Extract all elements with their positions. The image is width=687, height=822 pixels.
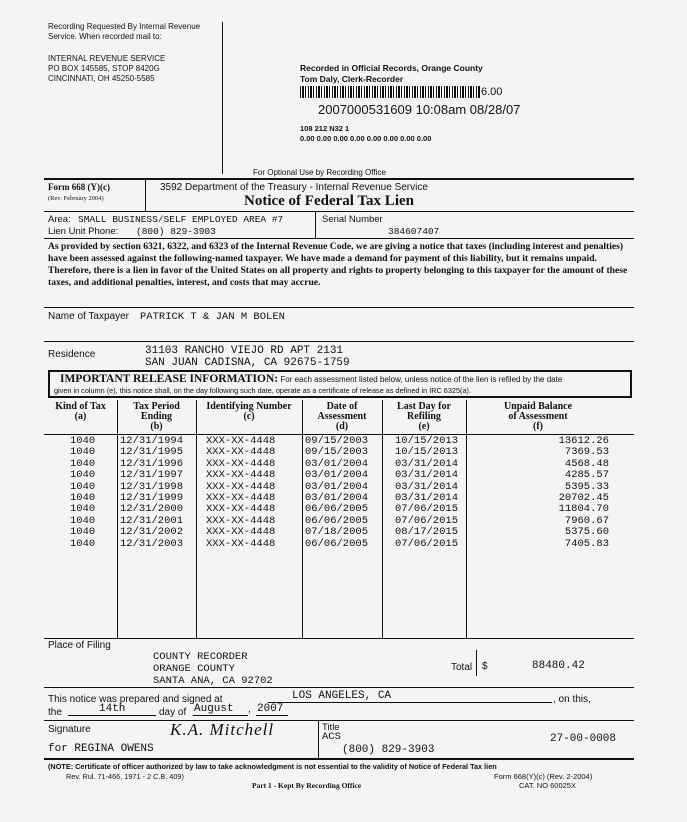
total-value: 88480.42 (532, 660, 585, 672)
prepared-day-of: day of (159, 707, 187, 718)
footer-cat-no: CAT. NO 60025X (519, 781, 576, 790)
officer-id: 27-00-0008 (550, 733, 617, 745)
cell-tax-period: 12/31/1998 (120, 480, 184, 493)
cell-tax-period: 12/31/2001 (120, 514, 184, 527)
cell-kind-of-tax: 1040 (70, 537, 96, 550)
table-row (0, 470, 687, 481)
cell-kind-of-tax: 1040 (70, 446, 96, 459)
cell-kind-of-tax: 1040 (70, 526, 96, 539)
footer-rev-rul: Rev. Rul. 71-466, 1971 - 2 C.B. 409) (66, 772, 184, 781)
residence-line1: 31103 RANCHO VIEJO RD APT 2131 (145, 345, 344, 357)
title-value: ACS (322, 731, 341, 743)
document-number: 2007000531609 10:08am 08/28/07 (318, 102, 521, 117)
department-line: 3592 Department of the Treasury - Internal Revenue Service (160, 182, 428, 193)
form-title: Notice of Federal Tax Lien (244, 193, 414, 209)
recording-amounts: 0.00 0.00 0.00 0.00 0.00 0.00 0.00 0.00 (300, 134, 432, 143)
rule-filing (44, 687, 634, 688)
place-underline (268, 702, 552, 703)
cell-kind-of-tax: 1040 (70, 469, 96, 482)
cell-unpaid-balance: 5395.33 (564, 480, 609, 493)
cell-unpaid-balance: 13612.26 (558, 435, 609, 447)
col-header-balance: Unpaid Balance of Assessment (f) (503, 401, 573, 432)
cell-tax-period: 12/31/2000 (120, 503, 184, 516)
cell-kind-of-tax: 1040 (70, 480, 96, 493)
cell-tax-period: 12/31/2002 (120, 526, 184, 539)
title-phone: (800) 829-3903 (342, 744, 435, 756)
total-divider (476, 650, 477, 676)
cell-refiling-date: 08/17/2015 (395, 526, 459, 539)
cell-assessment-date: 03/01/2004 (305, 492, 369, 504)
cell-refiling-date: 10/15/2013 (395, 435, 459, 447)
residence-line2: SAN JUAN CADISNA, CA 92675-1759 (145, 357, 350, 369)
prepared-month: August (194, 703, 234, 715)
filing-line1: COUNTY RECORDER (153, 651, 248, 663)
recording-fee: 6.00 (481, 86, 503, 98)
cell-identifying-number: XXX-XX-4448 (206, 435, 276, 447)
taxpayer-name-value: PATRICK T & JAN M BOLEN (140, 311, 285, 323)
col-header-kind: Kind of Tax (a) (55, 401, 106, 422)
prepared-day: 14th (99, 703, 126, 715)
serial-number-value: 384607407 (388, 226, 440, 237)
table-bottom-rule (44, 638, 634, 639)
residence-label: Residence (48, 349, 96, 360)
serial-divider (315, 211, 316, 238)
table-row (0, 527, 687, 538)
cell-identifying-number: XXX-XX-4448 (206, 492, 276, 504)
rule-serial (44, 238, 634, 239)
cell-tax-period: 12/31/1995 (120, 446, 184, 459)
cell-tax-period: 12/31/1996 (120, 457, 184, 470)
cell-refiling-date: 07/06/2015 (395, 537, 459, 550)
rule-name (44, 341, 634, 342)
total-currency: $ (482, 661, 488, 672)
cell-refiling-date: 03/31/2014 (395, 469, 459, 482)
footer-part: Part 1 - Kept By Recording Office (252, 781, 362, 790)
cell-kind-of-tax: 1040 (70, 435, 96, 447)
rule-prepared (44, 720, 634, 721)
area-label: Area: (48, 214, 71, 225)
signer-for-line: for REGINA OWENS (48, 743, 154, 755)
cell-assessment-date: 03/01/2004 (305, 457, 369, 470)
form-revision: (Rev. February 2004) (48, 195, 104, 202)
filing-line2: ORANGE COUNTY (153, 663, 235, 675)
cell-unpaid-balance: 4568.48 (564, 457, 609, 470)
recording-requested-text: Recording Requested By Internal Revenue Service. When recorded mail to: (48, 22, 201, 41)
year-underline (256, 715, 288, 716)
cell-unpaid-balance: 11804.70 (558, 503, 609, 516)
cell-identifying-number: XXX-XX-4448 (206, 526, 276, 539)
cell-identifying-number: XXX-XX-4448 (206, 503, 276, 516)
prepared-year: 2007 (257, 703, 284, 715)
rule-statement (44, 307, 634, 308)
cell-unpaid-balance: 7369.53 (564, 446, 609, 459)
signature-divider (318, 720, 319, 758)
area-value: SMALL BUSINESS/SELF EMPLOYED AREA #7 (78, 214, 284, 225)
mail-address-line2: CINCINNATI, OH 45250-5585 (48, 74, 155, 83)
cell-unpaid-balance: 5375.60 (564, 526, 609, 539)
cell-assessment-date: 07/18/2005 (305, 526, 369, 539)
form-divider (145, 180, 146, 211)
prepared-text-a: This notice was prepared and signed at (48, 694, 223, 705)
recorded-line1: Recorded in Official Records, Orange County (300, 63, 483, 73)
cell-refiling-date: 03/31/2014 (395, 457, 459, 470)
cell-refiling-date: 07/06/2015 (395, 514, 459, 527)
cell-assessment-date: 06/06/2005 (305, 503, 369, 516)
cell-assessment-date: 09/15/2003 (305, 435, 369, 447)
cell-identifying-number: XXX-XX-4448 (206, 446, 276, 459)
cell-unpaid-balance: 7960.67 (564, 514, 609, 527)
serial-number-label: Serial Number (322, 214, 383, 225)
cell-unpaid-balance: 7405.83 (564, 537, 609, 550)
cell-tax-period: 12/31/2003 (120, 537, 184, 550)
mail-address-line1: PO BOX 145585, STOP 8420G (48, 64, 160, 73)
col-header-refiling: Last Day for Refiling (e) (397, 401, 451, 432)
cell-assessment-date: 06/06/2005 (305, 537, 369, 550)
col-header-period: Tax Period Ending (b) (133, 401, 180, 432)
cell-unpaid-balance: 20702.45 (558, 492, 609, 504)
prepared-text-b: , on this, (553, 694, 591, 705)
taxpayer-name-label: Name of Taxpayer (48, 311, 129, 322)
cell-refiling-date: 03/31/2014 (395, 480, 459, 493)
cell-tax-period: 12/31/1999 (120, 492, 184, 504)
cell-identifying-number: XXX-XX-4448 (206, 469, 276, 482)
release-info-heading: IMPORTANT RELEASE INFORMATION: (60, 373, 279, 385)
footer-form-ref: Form 668(Y)(c) (Rev. 2-2004) (494, 772, 593, 781)
filing-line3: SANTA ANA, CA 92702 (153, 675, 273, 687)
rule-signature (44, 758, 634, 760)
cell-tax-period: 12/31/1994 (120, 435, 184, 447)
cell-kind-of-tax: 1040 (70, 503, 96, 516)
place-of-filing-label: Place of Filing (48, 640, 111, 651)
cell-assessment-date: 03/01/2004 (305, 469, 369, 482)
prepared-place: LOS ANGELES, CA (292, 690, 392, 702)
rule-title (44, 211, 634, 212)
cell-assessment-date: 06/06/2005 (305, 514, 369, 527)
recorded-line2: Tom Daly, Clerk-Recorder (300, 74, 404, 84)
day-underline (68, 715, 156, 716)
cell-identifying-number: XXX-XX-4448 (206, 514, 276, 527)
barcode (300, 86, 480, 98)
col-header-assessment: Date of Assessment (d) (317, 401, 367, 432)
lien-unit-phone-value: (800) 829-3903 (136, 226, 216, 237)
lien-unit-phone-label: Lien Unit Phone: (48, 226, 119, 237)
month-underline (193, 715, 248, 716)
cell-kind-of-tax: 1040 (70, 514, 96, 527)
cell-unpaid-balance: 4285.57 (564, 469, 609, 482)
table-row (0, 539, 687, 550)
header-divider (222, 22, 223, 174)
cell-assessment-date: 09/15/2003 (305, 446, 369, 459)
cell-kind-of-tax: 1040 (70, 492, 96, 504)
cell-kind-of-tax: 1040 (70, 457, 96, 470)
total-label: Total (451, 662, 473, 673)
cell-identifying-number: XXX-XX-4448 (206, 457, 276, 470)
signature-label: Signature (48, 724, 91, 735)
prepared-the: the (48, 707, 62, 718)
release-info-box (48, 370, 632, 398)
cell-refiling-date: 07/06/2015 (395, 503, 459, 516)
comma: , (248, 704, 251, 715)
signature-handwritten: K.A. Mitchell (170, 720, 275, 739)
col-header-id: Identifying Number (c) (206, 401, 292, 422)
cell-tax-period: 12/31/1997 (120, 469, 184, 482)
cell-assessment-date: 03/01/2004 (305, 480, 369, 493)
lien-statement: As provided by section 6321, 6322, and 6323 of the Internal Revenue Code, we are giving a notice that taxes (including interest and penalties) have been assessed against the following-named taxpayer. We have made a demand for payment of this liability, but it remains unpaid. Therefore, there is a lien in favor of the United States on all property and rights to property belonging to this taxpayer for the amount of these taxes, and additional penalties, interest, and costs that may accrue. (48, 241, 628, 288)
mail-name: INTERNAL REVENUE SERVICE (48, 54, 166, 63)
cell-refiling-date: 03/31/2014 (395, 492, 459, 504)
cell-refiling-date: 10/15/2013 (395, 446, 459, 459)
header-bottom-rule (44, 178, 634, 180)
optional-use-text: For Optional Use by Recording Office (253, 168, 386, 177)
footer-note: (NOTE: Certificate of officer authorized by law to take acknowledgment is not essential to the validity of Notice of Federal Tax lien (48, 762, 497, 771)
title-label: Title (322, 722, 340, 733)
release-info-text2: given in column (e), this notice shall, on the day following such date, operate as a certificate of release as defined in IRC 6325(a). (54, 386, 471, 395)
cell-identifying-number: XXX-XX-4448 (206, 537, 276, 550)
recording-codes: 108 212 N32 1 (300, 124, 350, 133)
release-info-text1: For each assessment listed below, unless notice of the lien is refiled by the date (280, 375, 563, 384)
form-number: Form 668 (Y)(c) (48, 182, 110, 192)
cell-identifying-number: XXX-XX-4448 (206, 480, 276, 493)
